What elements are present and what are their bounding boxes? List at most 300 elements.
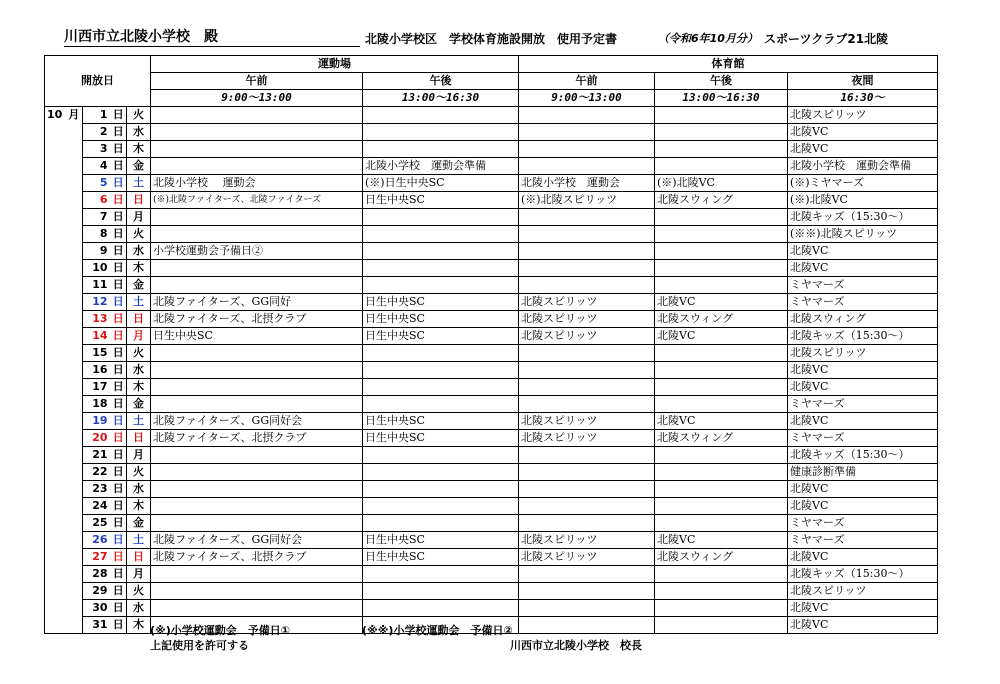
table-row — [45, 192, 938, 209]
gym-night-cell: 北陵スピリッツ — [788, 583, 938, 600]
month-cell — [45, 413, 83, 430]
organization-name: スポーツクラブ21北陵 — [764, 32, 889, 46]
gym-am-cell: 北陵スピリッツ — [519, 532, 655, 549]
month-cell — [45, 175, 83, 192]
field-am-cell: 小学校運動会予備日② — [151, 243, 363, 260]
day-unit: 日 — [111, 583, 127, 600]
day-number: 19 — [83, 413, 111, 430]
field-am-cell — [151, 260, 363, 277]
gym-pm-cell — [655, 107, 788, 124]
footnote-reserve-1: (※)小学校運動会 予備日① — [150, 624, 291, 637]
table-row — [45, 175, 938, 192]
day-unit: 日 — [111, 260, 127, 277]
month-cell — [45, 277, 83, 294]
table-row — [45, 464, 938, 481]
field-am-cell: 北陵ファイターズ、GG同好会 — [151, 532, 363, 549]
gym-pm-cell — [655, 481, 788, 498]
month-cell — [45, 566, 83, 583]
gym-night-cell: (※)ミヤマーズ — [788, 175, 938, 192]
gym-am-cell — [519, 447, 655, 464]
gym-night-cell: 北陵VC — [788, 498, 938, 515]
day-unit: 日 — [111, 481, 127, 498]
gym-pm-cell — [655, 515, 788, 532]
gym-pm-cell — [655, 617, 788, 634]
day-unit: 日 — [111, 362, 127, 379]
table-row — [45, 124, 938, 141]
field-pm-cell — [363, 243, 519, 260]
field-pm-cell — [363, 124, 519, 141]
day-unit: 日 — [111, 243, 127, 260]
field-am-cell: 北陵ファイターズ、GG同好 — [151, 294, 363, 311]
table-row — [45, 498, 938, 515]
day-number: 8 — [83, 226, 111, 243]
gym-pm-cell: 北陵スウィング — [655, 430, 788, 447]
day-of-week: 月 — [127, 209, 151, 226]
field-am-cell — [151, 277, 363, 294]
day-unit: 日 — [111, 107, 127, 124]
day-unit: 日 — [111, 532, 127, 549]
gym-night-cell: 北陵小学校 運動会準備 — [788, 158, 938, 175]
table-row — [45, 549, 938, 566]
gym-am-cell — [519, 498, 655, 515]
field-am-cell — [151, 345, 363, 362]
addressee: 川西市立北陵小学校 殿 — [64, 28, 360, 47]
day-of-week: 水 — [127, 600, 151, 617]
approval-text: 上記使用を許可する — [150, 639, 249, 652]
table-row — [45, 532, 938, 549]
signer-text: 川西市立北陵小学校 校長 — [510, 639, 642, 652]
day-number: 28 — [83, 566, 111, 583]
month-cell — [45, 532, 83, 549]
day-number: 3 — [83, 141, 111, 158]
schedule-table — [44, 55, 938, 634]
gym-pm-cell — [655, 464, 788, 481]
gym-am-time: 9:00～13:00 — [519, 90, 655, 107]
table-row — [45, 345, 938, 362]
field-am-cell — [151, 141, 363, 158]
document-title: 北陵小学校区 学校体育施設開放 使用予定書 — [365, 32, 618, 46]
gym-pm-cell: 北陵VC — [655, 328, 788, 345]
field-pm-time: 13:00～16:30 — [363, 90, 519, 107]
month-cell — [45, 447, 83, 464]
field-am-cell — [151, 515, 363, 532]
gym-night-cell: 北陵スウィング — [788, 311, 938, 328]
day-unit: 日 — [111, 124, 127, 141]
table-row — [45, 141, 938, 158]
day-number: 11 — [83, 277, 111, 294]
gym-am-cell — [519, 481, 655, 498]
field-pm-cell: 日生中央SC — [363, 311, 519, 328]
field-pm-cell — [363, 447, 519, 464]
table-row — [45, 311, 938, 328]
gym-pm-cell — [655, 226, 788, 243]
field-pm-cell — [363, 481, 519, 498]
table-row — [45, 158, 938, 175]
table-row — [45, 396, 938, 413]
month-cell — [45, 294, 83, 311]
field-pm-cell: 日生中央SC — [363, 532, 519, 549]
field-am-cell: 北陵小学校 運動会 — [151, 175, 363, 192]
gym-am-cell — [519, 566, 655, 583]
field-am-cell: 北陵ファイターズ、北摂クラブ — [151, 430, 363, 447]
month-cell — [45, 583, 83, 600]
table-row — [45, 362, 938, 379]
field-pm-cell: 日生中央SC — [363, 192, 519, 209]
gym-am-cell: 北陵スピリッツ — [519, 413, 655, 430]
field-am-cell — [151, 396, 363, 413]
field-pm-cell: 北陵小学校 運動会準備 — [363, 158, 519, 175]
field-am-cell — [151, 226, 363, 243]
day-number: 7 — [83, 209, 111, 226]
gym-night-cell: ミヤマーズ — [788, 532, 938, 549]
gym-night-cell: 北陵VC — [788, 481, 938, 498]
field-pm-cell: 日生中央SC — [363, 294, 519, 311]
gym-night-cell: ミヤマーズ — [788, 294, 938, 311]
day-of-week: 日 — [127, 311, 151, 328]
day-number: 15 — [83, 345, 111, 362]
day-number: 16 — [83, 362, 111, 379]
month-cell — [45, 345, 83, 362]
day-unit: 日 — [111, 413, 127, 430]
field-pm-cell — [363, 260, 519, 277]
month-cell — [45, 311, 83, 328]
day-number: 5 — [83, 175, 111, 192]
day-unit: 日 — [111, 192, 127, 209]
day-of-week: 日 — [127, 192, 151, 209]
gym-pm-time: 13:00～16:30 — [655, 90, 788, 107]
gym-night-cell: 北陵VC — [788, 243, 938, 260]
month-unit: 月 — [68, 108, 80, 122]
field-pm-cell — [363, 226, 519, 243]
month-cell — [45, 379, 83, 396]
field-am-cell — [151, 600, 363, 617]
gym-night-cell: 北陵キッズ（15:30～） — [788, 209, 938, 226]
field-am-cell — [151, 464, 363, 481]
footnote-reserve-2: (※※)小学校運動会 予備日② — [362, 624, 513, 637]
gym-pm-cell — [655, 277, 788, 294]
gym-night-cell: 北陵VC — [788, 600, 938, 617]
month-cell — [45, 549, 83, 566]
gym-pm-cell — [655, 566, 788, 583]
gym-am-cell — [519, 379, 655, 396]
table-row — [45, 209, 938, 226]
month-cell — [45, 243, 83, 260]
gym-night-header: 夜間 — [788, 73, 938, 90]
gym-pm-cell — [655, 379, 788, 396]
gym-am-cell — [519, 617, 655, 634]
field-pm-cell — [363, 209, 519, 226]
day-of-week: 木 — [127, 379, 151, 396]
field-am-cell — [151, 107, 363, 124]
gym-night-cell: 北陵VC — [788, 549, 938, 566]
gym-pm-cell: 北陵VC — [655, 532, 788, 549]
field-am-cell: 北陵ファイターズ、北摂クラブ — [151, 549, 363, 566]
field-pm-cell — [363, 141, 519, 158]
gym-night-cell: 北陵VC — [788, 124, 938, 141]
gym-am-cell: (※)北陵スピリッツ — [519, 192, 655, 209]
gym-pm-cell: 北陵VC — [655, 294, 788, 311]
day-of-week: 木 — [127, 498, 151, 515]
field-pm-cell — [363, 345, 519, 362]
table-row — [45, 107, 938, 124]
field-pm-header: 午後 — [363, 73, 519, 90]
gym-am-cell — [519, 141, 655, 158]
gym-am-cell: 北陵スピリッツ — [519, 294, 655, 311]
day-number: 31 — [83, 617, 111, 634]
month-cell — [45, 430, 83, 447]
gym-am-cell — [519, 209, 655, 226]
day-number: 17 — [83, 379, 111, 396]
gym-night-cell: ミヤマーズ — [788, 430, 938, 447]
day-number: 27 — [83, 549, 111, 566]
field-am-cell: 北陵ファイターズ、GG同好会 — [151, 413, 363, 430]
gym-pm-cell — [655, 600, 788, 617]
field-pm-cell — [363, 379, 519, 396]
gym-am-cell — [519, 362, 655, 379]
field-am-cell — [151, 583, 363, 600]
field-am-cell — [151, 498, 363, 515]
gym-pm-cell: (※)北陵VC — [655, 175, 788, 192]
day-of-week: 日 — [127, 430, 151, 447]
field-pm-cell — [363, 566, 519, 583]
day-number: 24 — [83, 498, 111, 515]
gym-night-cell: 北陵キッズ（15:30～） — [788, 566, 938, 583]
month-cell — [45, 498, 83, 515]
day-unit: 日 — [111, 396, 127, 413]
month-cell — [45, 209, 83, 226]
field-am-cell — [151, 124, 363, 141]
month-cell — [45, 362, 83, 379]
table-row — [45, 277, 938, 294]
month-cell — [45, 328, 83, 345]
table-row — [45, 430, 938, 447]
day-of-week: 月 — [127, 328, 151, 345]
field-pm-cell — [363, 277, 519, 294]
day-unit: 日 — [111, 617, 127, 634]
table-row — [45, 413, 938, 430]
day-unit: 日 — [111, 566, 127, 583]
table-row — [45, 260, 938, 277]
gym-night-cell: 健康診断準備 — [788, 464, 938, 481]
gym-night-time: 16:30～ — [788, 90, 938, 107]
day-unit: 日 — [111, 175, 127, 192]
field-pm-cell — [363, 464, 519, 481]
field-pm-cell — [363, 515, 519, 532]
table-row — [45, 226, 938, 243]
gym-pm-cell: 北陵VC — [655, 413, 788, 430]
day-number: 9 — [83, 243, 111, 260]
field-pm-cell — [363, 498, 519, 515]
gym-am-cell — [519, 226, 655, 243]
field-pm-cell: 日生中央SC — [363, 549, 519, 566]
day-number: 4 — [83, 158, 111, 175]
gym-night-cell: 北陵VC — [788, 617, 938, 634]
day-unit: 日 — [111, 294, 127, 311]
day-of-week: 金 — [127, 277, 151, 294]
day-number: 23 — [83, 481, 111, 498]
gym-pm-header: 午後 — [655, 73, 788, 90]
field-pm-cell — [363, 583, 519, 600]
field-am-cell — [151, 481, 363, 498]
field-am-cell: (※)北陵ファイターズ、北陵ファイターズ — [151, 192, 363, 209]
gym-am-cell: 北陵スピリッツ — [519, 430, 655, 447]
month-cell — [45, 192, 83, 209]
day-of-week: 日 — [127, 549, 151, 566]
day-of-week: 火 — [127, 107, 151, 124]
table-row — [45, 294, 938, 311]
table-row — [45, 600, 938, 617]
field-am-cell: 日生中央SC — [151, 328, 363, 345]
field-am-cell — [151, 209, 363, 226]
field-am-cell — [151, 158, 363, 175]
day-of-week: 火 — [127, 345, 151, 362]
gym-pm-cell — [655, 396, 788, 413]
gym-pm-cell — [655, 447, 788, 464]
gym-am-cell — [519, 396, 655, 413]
gym-pm-cell: 北陵スウィング — [655, 549, 788, 566]
day-unit: 日 — [111, 158, 127, 175]
day-of-week: 木 — [127, 260, 151, 277]
gym-am-cell: 北陵スピリッツ — [519, 549, 655, 566]
gym-am-cell — [519, 260, 655, 277]
month-cell — [45, 141, 83, 158]
month-cell — [45, 124, 83, 141]
day-unit: 日 — [111, 209, 127, 226]
table-row — [45, 328, 938, 345]
gym-night-cell: 北陵キッズ（15:30～） — [788, 328, 938, 345]
day-unit: 日 — [111, 464, 127, 481]
field-pm-cell — [363, 107, 519, 124]
day-number: 14 — [83, 328, 111, 345]
day-of-week: 月 — [127, 566, 151, 583]
gym-pm-cell — [655, 243, 788, 260]
gym-am-cell: 北陵スピリッツ — [519, 311, 655, 328]
day-unit: 日 — [111, 277, 127, 294]
month-label — [45, 107, 83, 124]
gym-night-cell: 北陵VC — [788, 379, 938, 396]
field-pm-cell — [363, 396, 519, 413]
day-of-week: 土 — [127, 175, 151, 192]
day-of-week: 金 — [127, 515, 151, 532]
day-of-week: 土 — [127, 413, 151, 430]
day-unit: 日 — [111, 141, 127, 158]
month-cell — [45, 158, 83, 175]
field-am-cell — [151, 362, 363, 379]
day-of-week: 水 — [127, 481, 151, 498]
gym-am-cell — [519, 345, 655, 362]
schedule-body — [45, 107, 938, 634]
day-number: 6 — [83, 192, 111, 209]
day-number: 29 — [83, 583, 111, 600]
day-number: 12 — [83, 294, 111, 311]
day-unit: 日 — [111, 515, 127, 532]
month-cell — [45, 464, 83, 481]
day-number: 10 — [83, 260, 111, 277]
field-am-cell: 北陵ファイターズ、北摂クラブ — [151, 311, 363, 328]
table-row — [45, 566, 938, 583]
month-cell — [45, 481, 83, 498]
table-row — [45, 515, 938, 532]
gym-am-cell — [519, 107, 655, 124]
gym-pm-cell — [655, 362, 788, 379]
table-row — [45, 379, 938, 396]
day-of-week: 木 — [127, 617, 151, 634]
day-unit: 日 — [111, 430, 127, 447]
field-pm-cell: (※)日生中央SC — [363, 175, 519, 192]
day-number: 21 — [83, 447, 111, 464]
gym-night-cell: ミヤマーズ — [788, 277, 938, 294]
table-row — [45, 583, 938, 600]
field-header: 運動場 — [151, 56, 519, 73]
month-number: 10 — [47, 108, 63, 122]
field-pm-cell — [363, 600, 519, 617]
day-unit: 日 — [111, 379, 127, 396]
day-unit: 日 — [111, 600, 127, 617]
day-number: 1 — [83, 107, 111, 124]
day-number: 18 — [83, 396, 111, 413]
gym-am-cell — [519, 600, 655, 617]
gym-pm-cell — [655, 260, 788, 277]
gym-night-cell: 北陵VC — [788, 362, 938, 379]
table-row — [45, 481, 938, 498]
field-pm-cell: 日生中央SC — [363, 413, 519, 430]
day-of-week: 火 — [127, 464, 151, 481]
gym-am-cell: 北陵小学校 運動会 — [519, 175, 655, 192]
gym-night-cell: 北陵VC — [788, 141, 938, 158]
gym-night-cell: 北陵スピリッツ — [788, 107, 938, 124]
gym-am-cell — [519, 243, 655, 260]
open-day-header: 開放日 — [45, 56, 151, 107]
gym-pm-cell: 北陵スウィング — [655, 311, 788, 328]
day-number: 30 — [83, 600, 111, 617]
day-of-week: 木 — [127, 141, 151, 158]
day-of-week: 月 — [127, 447, 151, 464]
gym-night-cell: (※※)北陵スピリッツ — [788, 226, 938, 243]
month-cell — [45, 515, 83, 532]
field-am-cell — [151, 379, 363, 396]
day-of-week: 土 — [127, 532, 151, 549]
gym-night-cell: ミヤマーズ — [788, 515, 938, 532]
field-am-cell — [151, 447, 363, 464]
gym-pm-cell — [655, 158, 788, 175]
day-of-week: 金 — [127, 396, 151, 413]
field-pm-cell: 日生中央SC — [363, 430, 519, 447]
gym-night-cell: 北陵スピリッツ — [788, 345, 938, 362]
field-pm-cell — [363, 362, 519, 379]
day-of-week: 水 — [127, 124, 151, 141]
day-of-week: 土 — [127, 294, 151, 311]
gym-am-cell — [519, 464, 655, 481]
period-label: （令和6年10月分） — [658, 32, 758, 45]
field-am-cell — [151, 566, 363, 583]
gym-pm-cell — [655, 141, 788, 158]
gym-am-cell — [519, 124, 655, 141]
month-cell — [45, 260, 83, 277]
gym-pm-cell — [655, 583, 788, 600]
gym-night-cell: 北陵VC — [788, 260, 938, 277]
day-of-week: 水 — [127, 243, 151, 260]
day-unit: 日 — [111, 226, 127, 243]
day-number: 26 — [83, 532, 111, 549]
table-row — [45, 447, 938, 464]
day-of-week: 水 — [127, 362, 151, 379]
day-number: 20 — [83, 430, 111, 447]
month-cell — [45, 617, 83, 634]
day-number: 22 — [83, 464, 111, 481]
day-unit: 日 — [111, 498, 127, 515]
gym-pm-cell: 北陵スウィング — [655, 192, 788, 209]
gym-header: 体育館 — [519, 56, 938, 73]
